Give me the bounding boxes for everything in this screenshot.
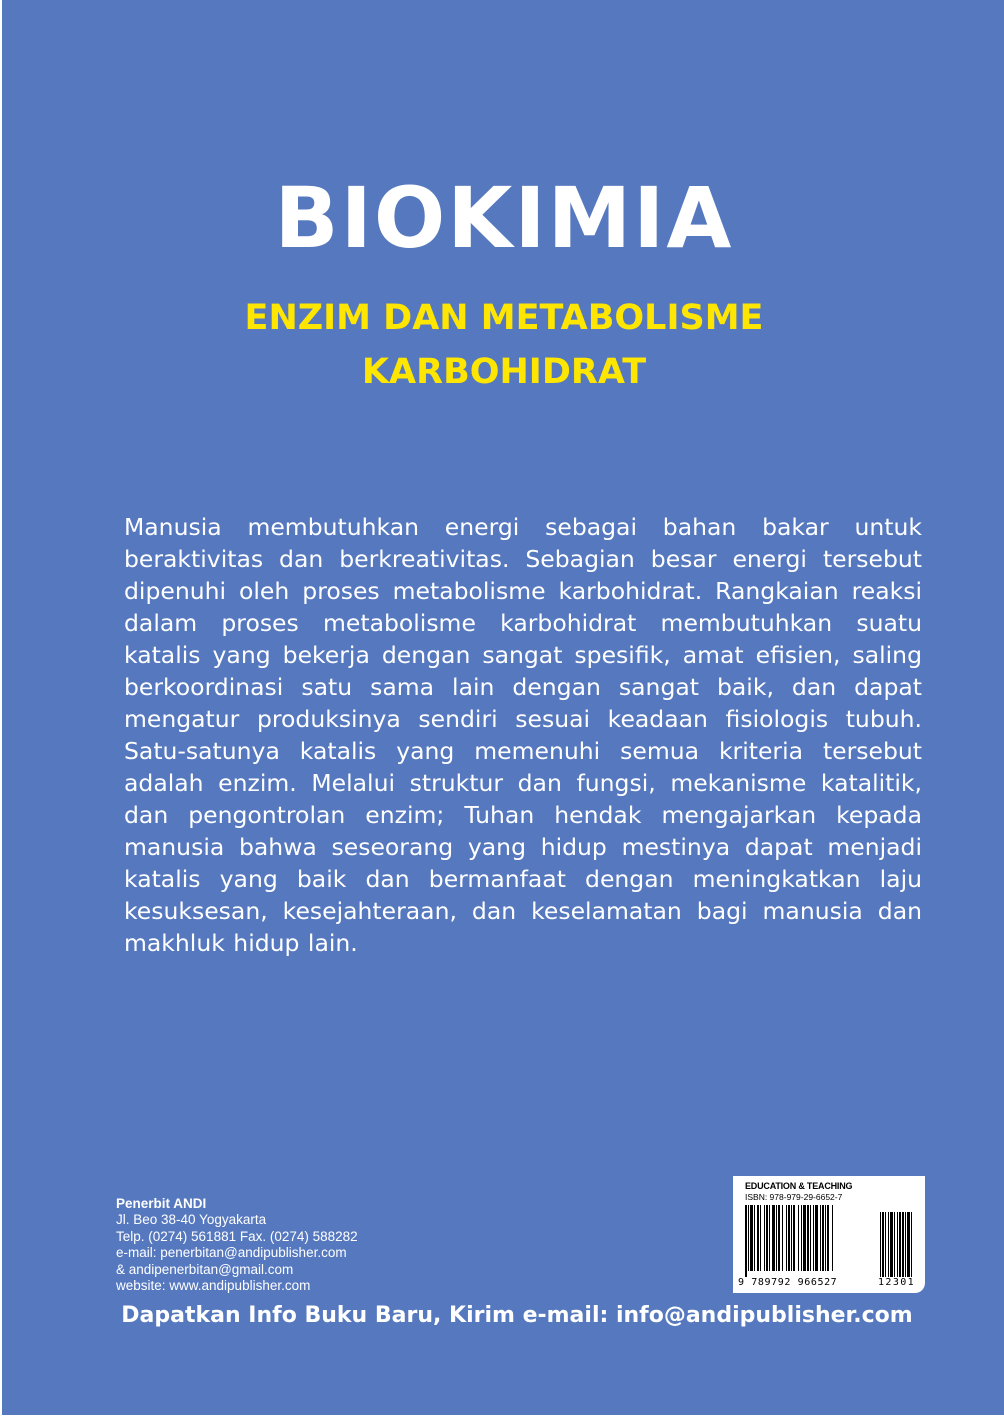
barcode-bar bbox=[815, 1205, 818, 1271]
publisher-email: e-mail: penerbitan@andipublisher.com bbox=[116, 1245, 347, 1261]
barcode-bar bbox=[798, 1205, 799, 1271]
publisher-name: Penerbit ANDI bbox=[116, 1196, 207, 1211]
book-subtitle-line1: ENZIM DAN METABOLISME bbox=[244, 298, 764, 338]
barcode-addon-bar bbox=[905, 1212, 906, 1277]
barcode-bar bbox=[764, 1205, 765, 1271]
barcode-bar bbox=[757, 1205, 759, 1271]
barcode-addon-bar bbox=[885, 1212, 886, 1277]
book-description: Manusia membutuhkan energi sebagai bahan bakar untuk beraktivitas dan berkreativitas. Sebagian besar energi tersebut dipenuhi oleh proses metabolisme karbohidrat. Rangkaian reaksi dalam proses metabolisme karbohidrat membutuhkan suatu katalis yang bekerja dengan sangat spesifik, amat efisien, saling berkoordinasi satu sama lain dengan sangat baik, dan dapat mengatur produksinya sendiri sesuai keadaan fisiologis tubuh. Satu-satunya katalis yang memenuhi semua kriteria tersebut adalah enzim. Melalui struktur dan fungsi, mekanisme katalitik, dan pengontrolan enzim; Tuhan hendak mengajarkan kepada manusia bahwa seseorang yang hidup mestinya dapat menjadi katalis yang baik dan bermanfaat dengan meningkatkan laju kesuksesan, kesejahteraan, dan keselamatan bagi manusia dan makhluk hidup lain. bbox=[124, 513, 922, 957]
barcode-bar bbox=[788, 1205, 790, 1271]
book-title: BIOKIMIA bbox=[274, 169, 734, 267]
publisher-phone: Telp. (0274) 561881 Fax. (0274) 588282 bbox=[116, 1228, 358, 1244]
barcode-addon-bar bbox=[911, 1212, 912, 1277]
barcode-addon-bar bbox=[902, 1212, 904, 1277]
barcode-addon-bar bbox=[897, 1212, 898, 1277]
barcode-addon-bar bbox=[899, 1212, 901, 1277]
barcode-bar bbox=[769, 1205, 770, 1271]
barcode-bar bbox=[745, 1205, 747, 1277]
barcode-addon-bar bbox=[880, 1212, 881, 1277]
isbn-barcode-panel bbox=[733, 1176, 925, 1293]
barcode-bar bbox=[807, 1205, 809, 1271]
barcode-bar bbox=[760, 1205, 761, 1271]
barcode-bar bbox=[803, 1205, 806, 1271]
barcode-addon-digits: 12301 bbox=[878, 1277, 916, 1288]
barcode-category: EDUCATION & TEACHING bbox=[745, 1181, 853, 1191]
barcode-bar bbox=[786, 1205, 787, 1271]
barcode-bar bbox=[766, 1205, 768, 1271]
barcode-addon-bar bbox=[888, 1212, 889, 1277]
barcode-bar bbox=[827, 1205, 829, 1271]
barcode-bar bbox=[825, 1205, 826, 1271]
barcode-bar bbox=[754, 1205, 755, 1271]
barcode-bar bbox=[776, 1205, 777, 1271]
barcode-bar bbox=[822, 1205, 824, 1271]
barcode-isbn: ISBN: 978-979-29-6652-7 bbox=[745, 1192, 843, 1202]
barcode-bar bbox=[793, 1205, 795, 1271]
barcode-digits: 9 789792 966527 bbox=[738, 1277, 838, 1288]
book-subtitle-line2: KARBOHIDRAT bbox=[361, 352, 647, 392]
barcode-bar bbox=[772, 1205, 775, 1271]
barcode-bar bbox=[782, 1205, 783, 1271]
barcode-bar bbox=[813, 1205, 814, 1271]
barcode-bar bbox=[750, 1205, 753, 1271]
barcode-addon-bar bbox=[882, 1212, 884, 1277]
barcode-addon-bar bbox=[890, 1212, 893, 1277]
publisher-address: Jl. Beo 38-40 Yogyakarta bbox=[116, 1212, 267, 1228]
barcode-addon-bar bbox=[894, 1212, 895, 1277]
barcode-bar bbox=[748, 1205, 749, 1271]
barcode-bar bbox=[820, 1205, 821, 1271]
barcode-bar bbox=[801, 1205, 802, 1271]
barcode-addon-bar bbox=[907, 1212, 910, 1277]
publisher-email-alt: & andipenerbitan@gmail.com bbox=[116, 1261, 294, 1277]
publisher-website: website: www.andipublisher.com bbox=[116, 1278, 311, 1294]
publisher-info bbox=[116, 1196, 358, 1294]
barcode-bars bbox=[733, 1176, 925, 1293]
barcode-bar bbox=[778, 1205, 780, 1271]
barcode-bar bbox=[791, 1205, 792, 1271]
barcode-bar bbox=[810, 1205, 811, 1271]
barcode-bar bbox=[832, 1205, 833, 1271]
footer-info: Dapatkan Info Buku Baru, Kirim e-mail: info@andipublisher.com bbox=[121, 1303, 913, 1328]
